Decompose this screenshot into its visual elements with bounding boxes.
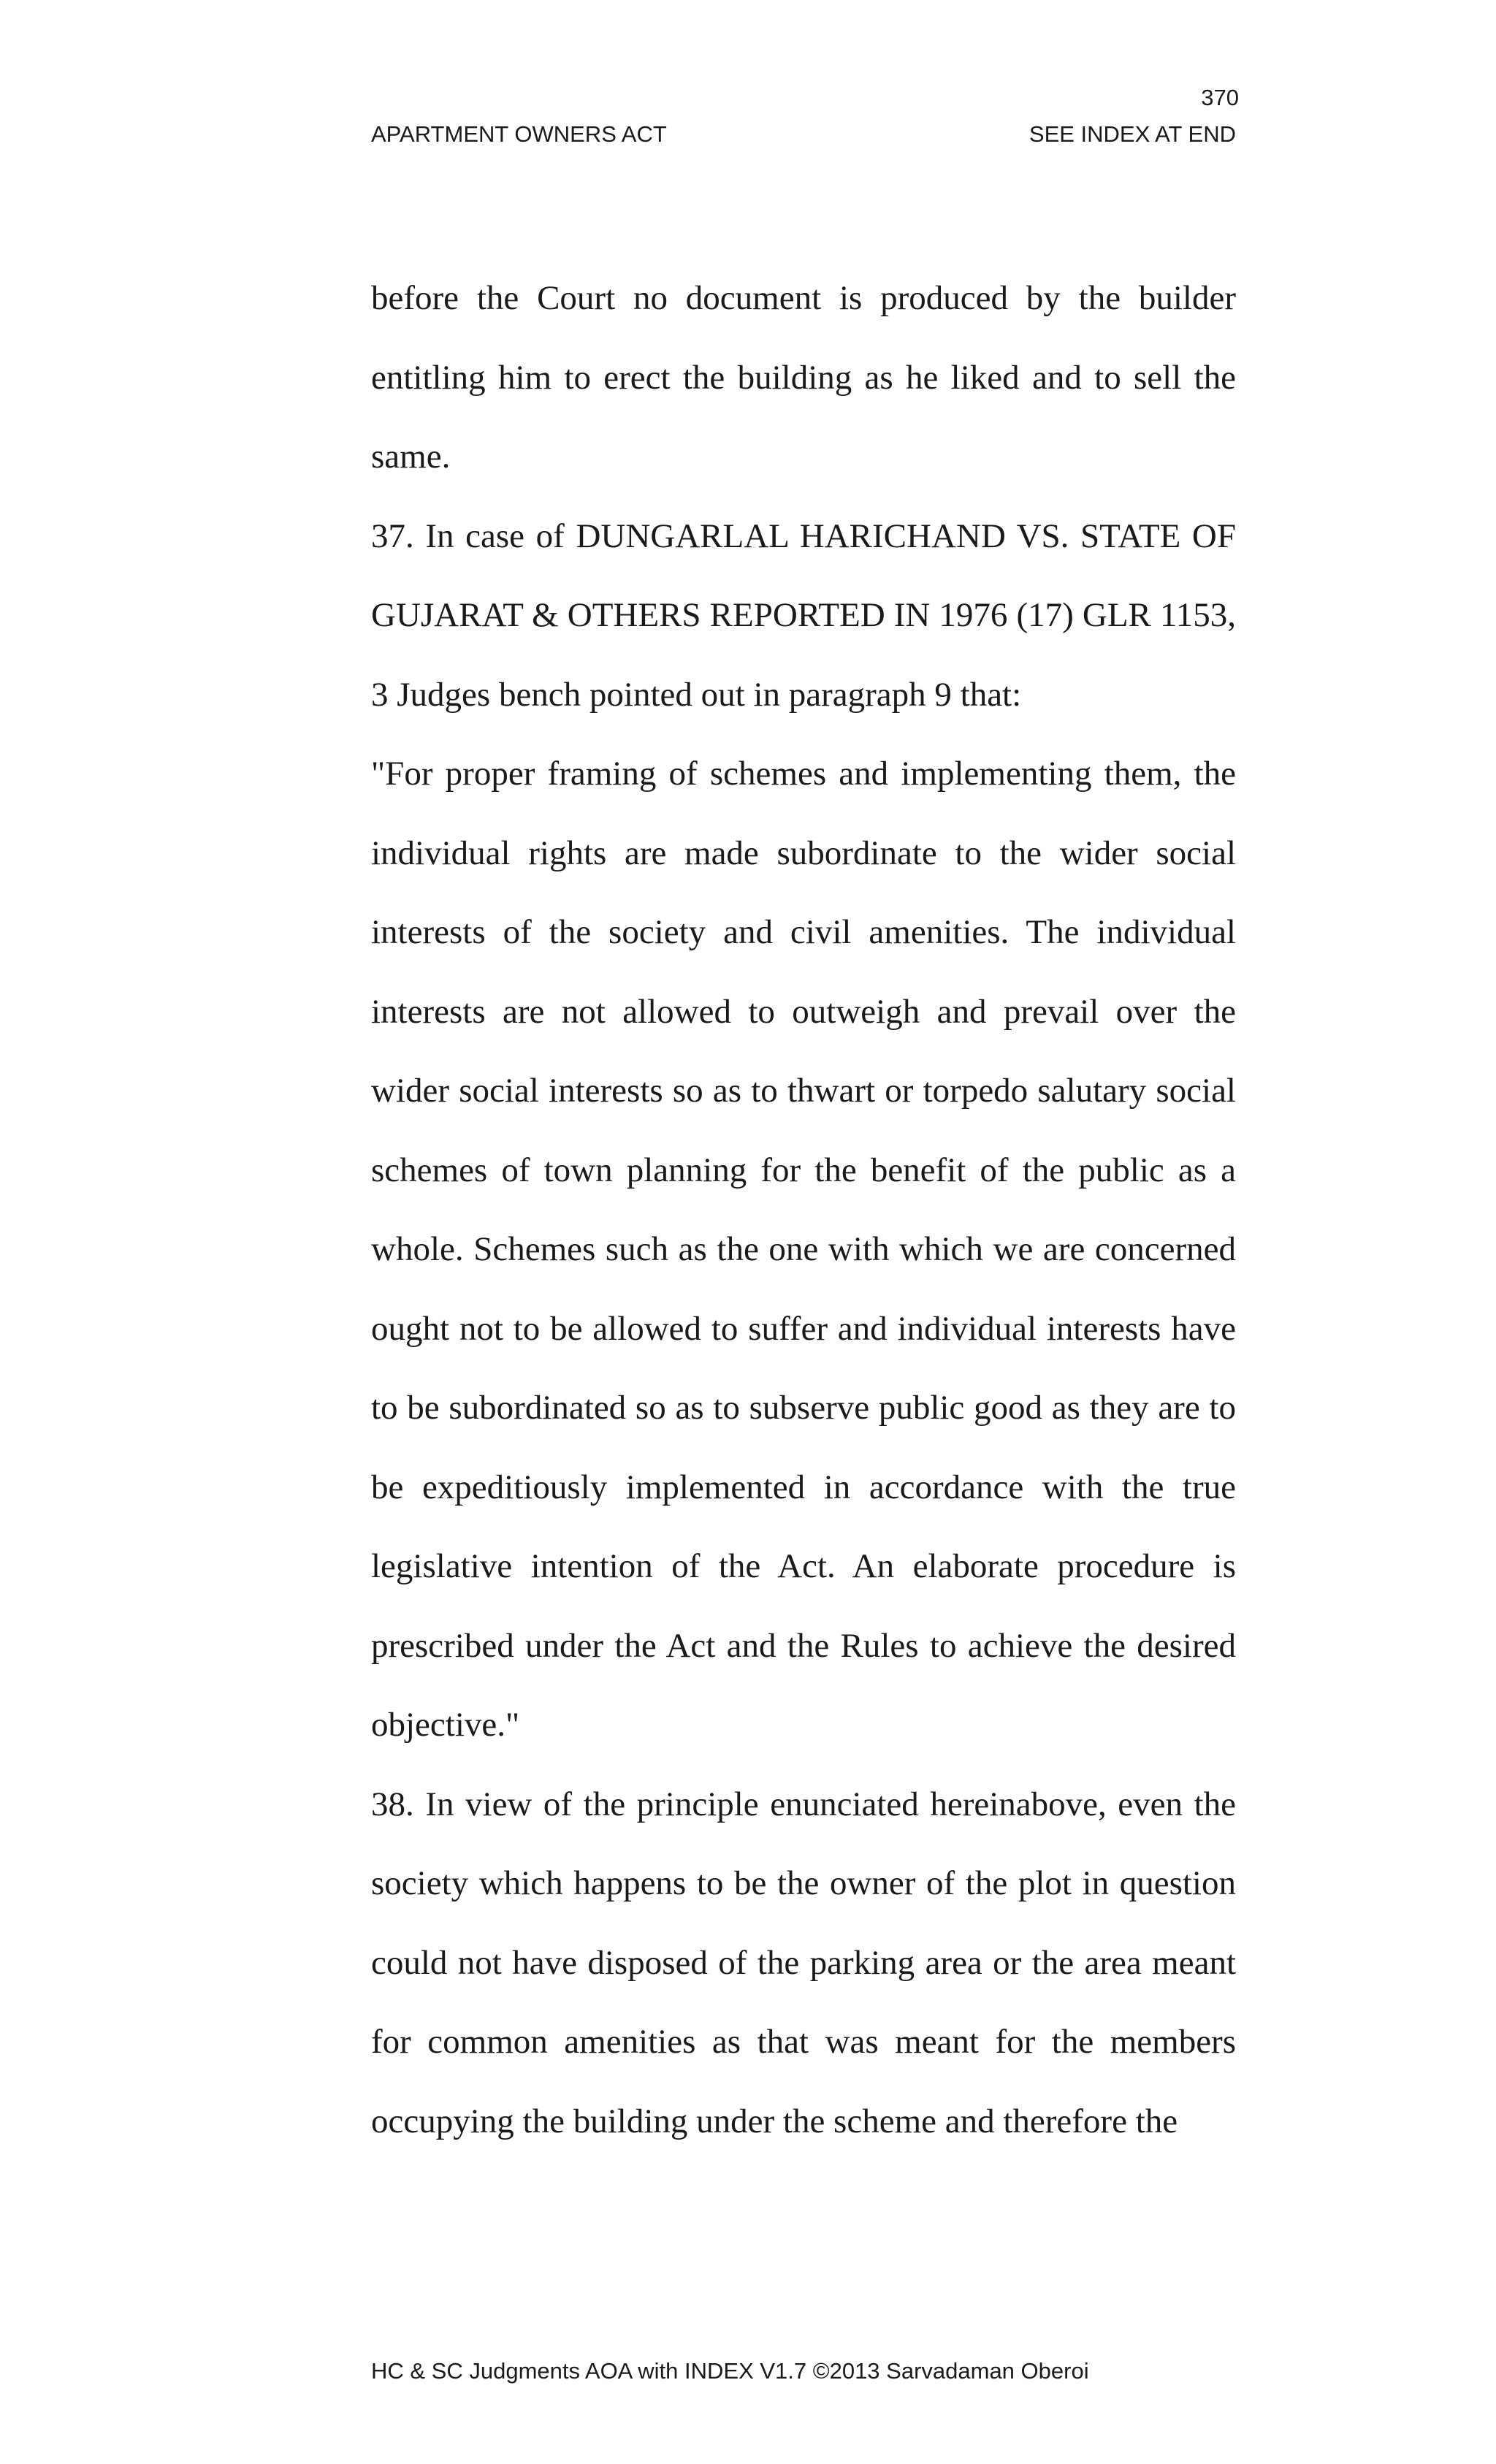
header-title: APARTMENT OWNERS ACT	[371, 121, 667, 147]
header-index-note: SEE INDEX AT END	[1028, 121, 1236, 147]
page-number: 370	[1201, 85, 1239, 110]
paragraph-quote: "For proper framing of schemes and implementing them, the individual rights are made subordinate to the wider social interests of the society and civil amenities. The individual interests are not allowed to outweigh and prevail over the wider social interests so as to thwart or torpedo salutary social schemes of town planning for the benefit of the public as a whole. Schemes such as the one with which we are concerned ought not to be allowed to suffer and individual interests have to be subordinated so as to subserve public good as they are to be expeditiously implemented in accordance with the true legislative intention of the Act. An elaborate procedure is prescribed under the Act and the Rules to achieve the desired objective."	[371, 755, 1236, 1744]
running-header	[371, 123, 1236, 145]
running-footer: HC & SC Judgments AOA with INDEX V1.7 ©2013 Sarvadaman Oberoi	[371, 2358, 1089, 2384]
paragraph-continuation: before the Court no document is produced by the builder entitling him to erect the building as he liked and to sell the same.	[371, 279, 1236, 476]
document-body	[371, 259, 1236, 2161]
paragraph-37: 37. In case of DUNGARLAL HARICHAND VS. STATE OF GUJARAT & OTHERS REPORTED IN 1976 (17) GLR 1153, 3 Judges bench pointed out in paragraph 9 that:	[371, 516, 1236, 714]
paragraph-38: 38. In view of the principle enunciated hereinabove, even the society which happens to be the owner of the plot in question could not have disposed of the parking area or the area meant for common amenities as that was meant for the members occupying the building under the scheme and therefore the	[371, 1785, 1236, 2140]
